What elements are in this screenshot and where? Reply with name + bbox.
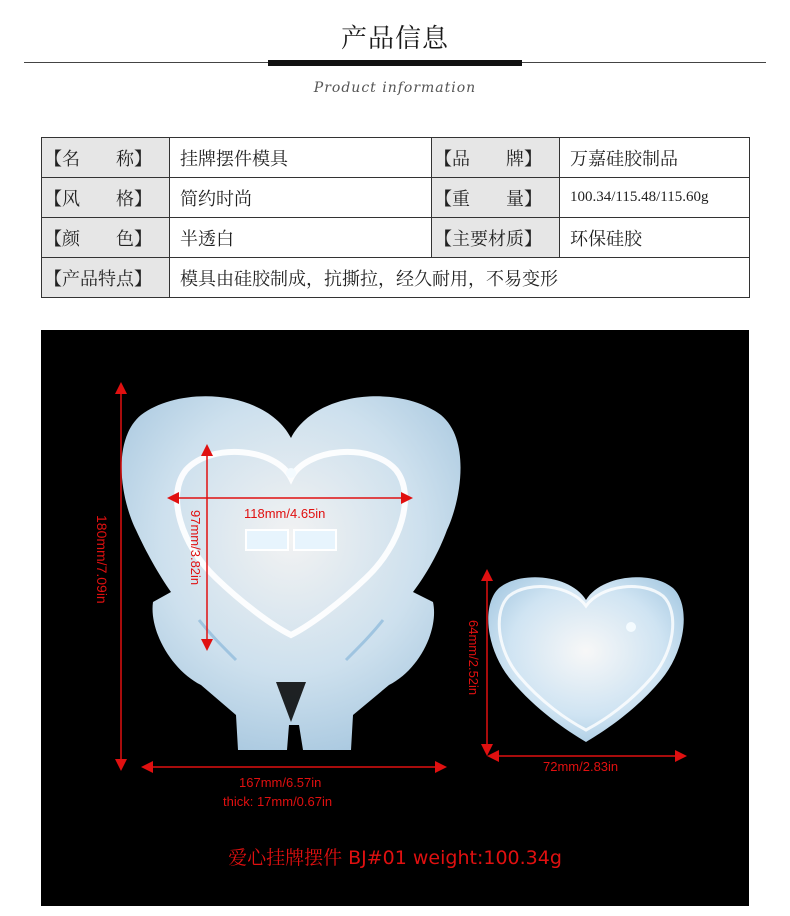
material-label: 【主要材质】: [432, 218, 560, 258]
table-row: [42, 258, 750, 298]
thickness-label: thick: 17mm/0.67in: [223, 794, 333, 809]
features-label: 【产品特点】: [42, 258, 170, 298]
page-subtitle: Product information: [313, 80, 477, 96]
style-label: 【风 格】: [42, 178, 170, 218]
color-value: 半透白: [170, 218, 432, 258]
brand-value: 万嘉硅胶制品: [560, 138, 750, 178]
material-value: 环保硅胶: [560, 218, 750, 258]
inner-width-label: 118mm/4.65in: [244, 506, 326, 521]
weight-value: 100.34/115.48/115.60g: [560, 178, 750, 218]
style-value: 简约时尚: [170, 178, 432, 218]
large-height-label: 180mm/7.09in: [94, 515, 110, 604]
product-info-table: [41, 137, 750, 298]
table-row: [42, 218, 750, 258]
small-height-label: 64mm/2.52in: [466, 620, 481, 696]
table-row: [42, 178, 750, 218]
color-label: 【颜 色】: [42, 218, 170, 258]
name-value: 挂牌摆件模具: [170, 138, 432, 178]
name-label: 【名 称】: [42, 138, 170, 178]
weight-label: 【重 量】: [432, 178, 560, 218]
brand-label: 【品 牌】: [432, 138, 560, 178]
large-heart-mold: [122, 396, 461, 750]
inner-height-label: 97mm/3.82in: [188, 510, 203, 586]
page-title: 产品信息: [340, 24, 449, 54]
small-width-label: 72mm/2.83in: [543, 759, 619, 774]
title-divider-accent: [268, 60, 522, 66]
small-heart-mold: [488, 577, 684, 742]
product-photo: [41, 330, 749, 906]
photo-caption: 爱心挂牌摆件 BJ#01 weight:100.34g: [228, 847, 562, 869]
table-row: [42, 138, 750, 178]
product-illustration: [41, 330, 749, 906]
large-width-label: 167mm/6.57in: [239, 775, 322, 790]
features-value: 模具由硅胶制成，抗撕拉，经久耐用，不易变形: [170, 258, 750, 298]
